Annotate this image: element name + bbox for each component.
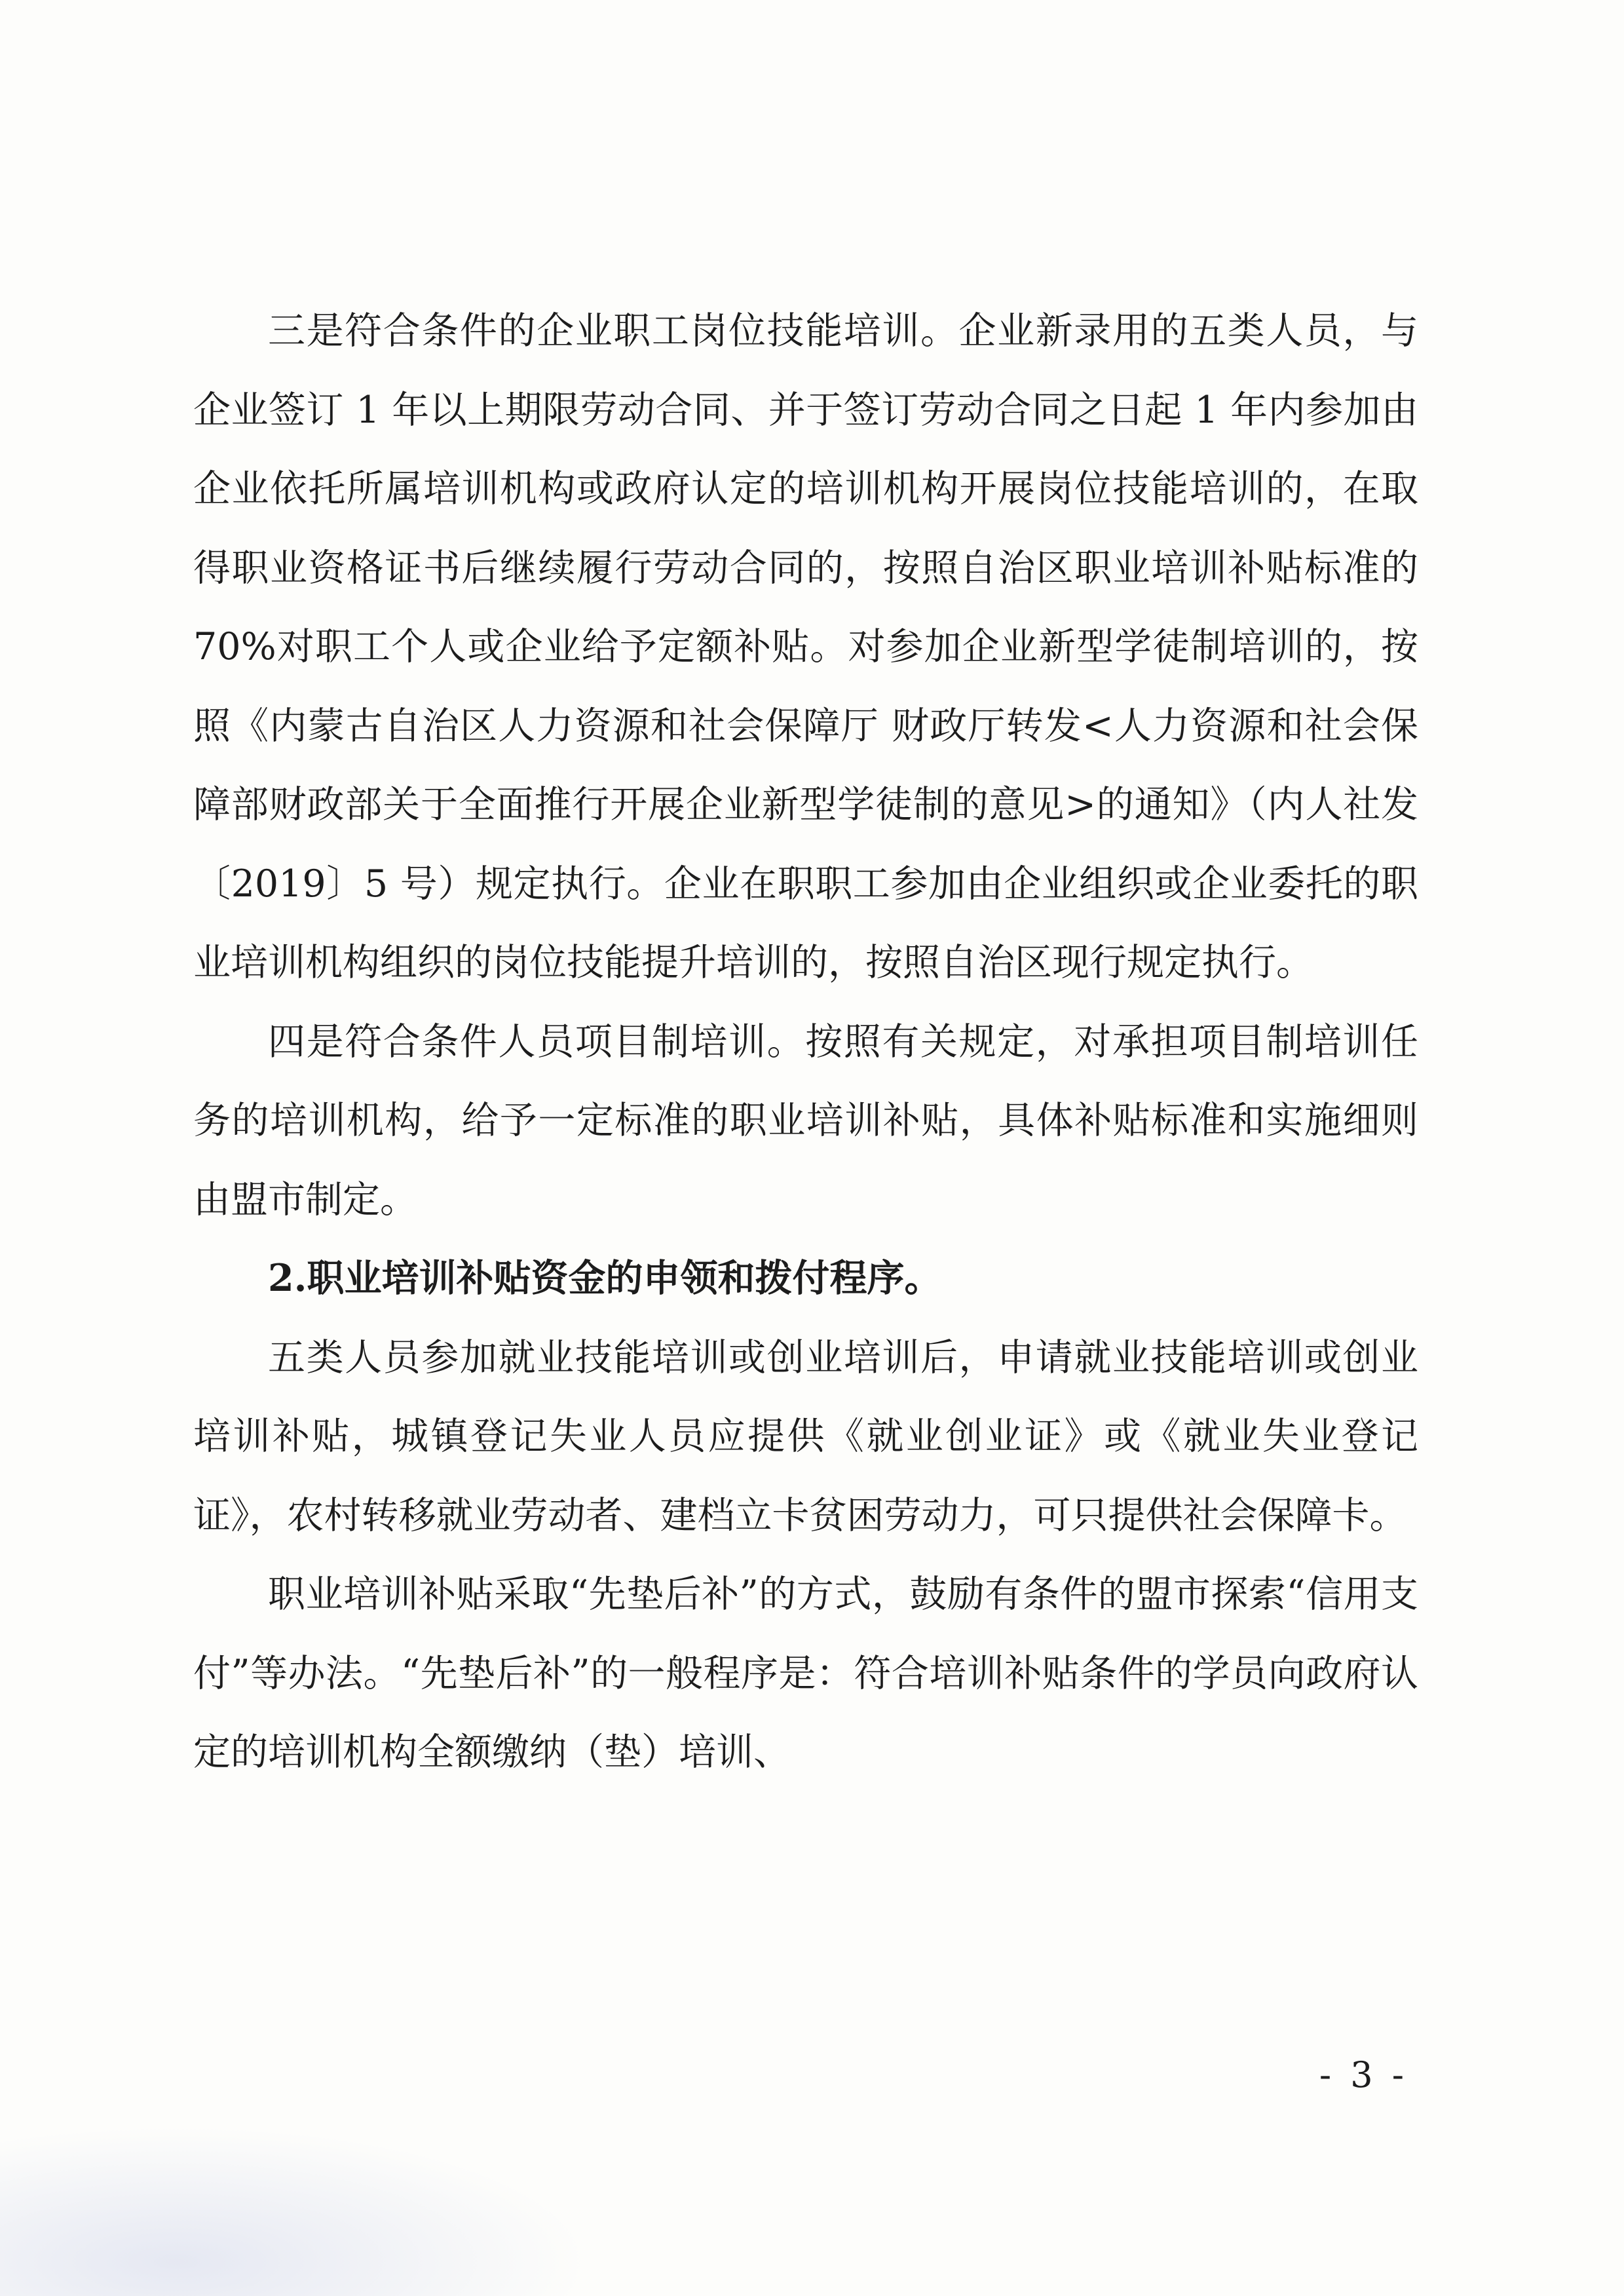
scan-shadow bbox=[0, 2126, 590, 2296]
paragraph-project-training: 四是符合条件人员项目制培训。按照有关规定，对承担项目制培训任务的培训机构，给予一定标准的职业培训补贴，具体补贴标准和实施细则由盟市制定。 bbox=[193, 1020, 1418, 1221]
page-number: - 3 - bbox=[1319, 2054, 1408, 2095]
paragraph-application: 五类人员参加就业技能培训或创业培训后，申请就业技能培训或创业培训补贴，城镇登记失业人员应提供《就业创业证》或《就业失业登记证》，农村转移就业劳动者、建档立卡贫困劳动力，可只提供社会保障卡。 bbox=[193, 1335, 1418, 1537]
section-heading: 2.职业培训补贴资金的申领和拨付程序。 bbox=[268, 1256, 942, 1300]
paragraph-enterprise-training: 三是符合条件的企业职工岗位技能培训。企业新录用的五类人员，与企业签订 1 年以上期限劳动合同、并于签订劳动合同之日起 1 年内参加由企业依托所属培训机构或政府认定的培训机构开展岗位技能培训的，在取得职业资格证书后继续履行劳动合同的，按照自治区职业培训补贴标准的 70%对职工个人或企业给予定额补贴。对参加企业新型学徒制培训的，按照《内蒙古自治区人力资源和社会保障厅 财政厅转发<人力资源和社会保障部财政部关于全面推行开展企业新型学徒制的意见>的通知》（内人社发〔2019〕5 号）规定执行。企业在职职工参加由企业组织或企业委托的职业培训机构组织的岗位技能提升培训的，按照自治区现行规定执行。 bbox=[193, 309, 1418, 984]
paragraph-payment-method: 职业培训补贴采取“先垫后补”的方式，鼓励有条件的盟市探索“信用支付”等办法。“先垫后补”的一般程序是：符合培训补贴条件的学员向政府认定的培训机构全额缴纳（垫）培训、 bbox=[193, 1573, 1418, 1774]
document-body bbox=[193, 292, 1418, 1792]
